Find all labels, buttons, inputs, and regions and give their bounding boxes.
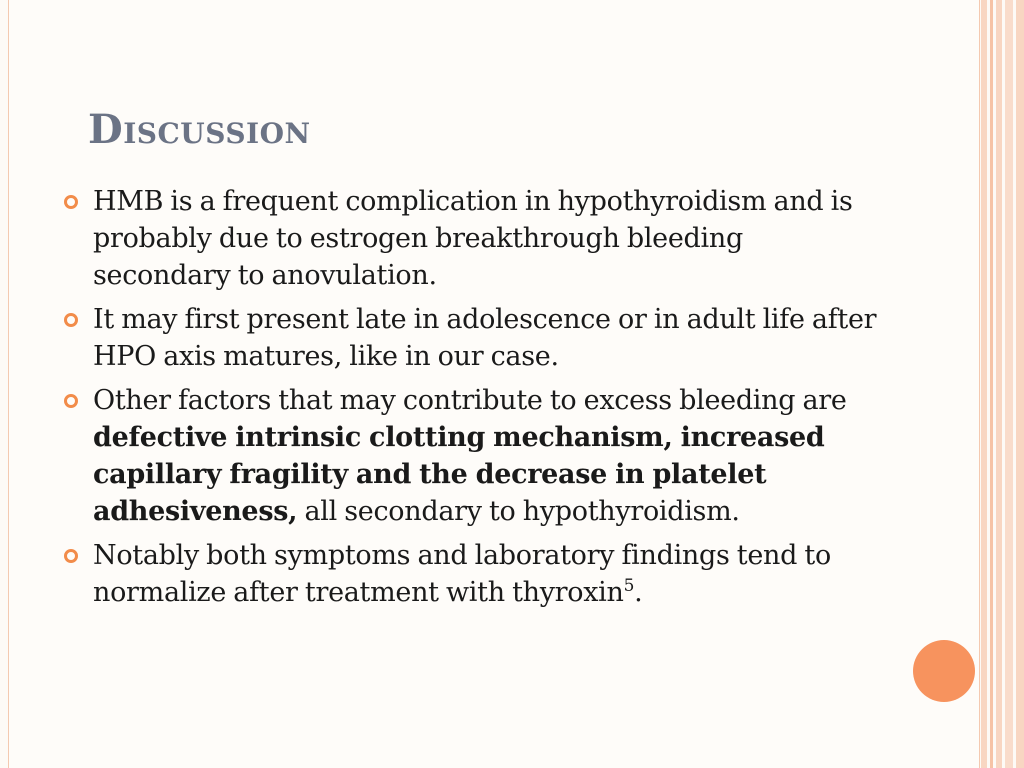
bullet-text-bold: defective intrinsic clotting mechanism, increased capillary fragility and the decrease in platelet adhesiveness, — [93, 422, 825, 527]
decorative-circle — [913, 640, 975, 702]
bullet-text-prefix: Other factors that may contribute to excess bleeding are — [93, 385, 847, 416]
decorative-stripe — [996, 0, 1002, 768]
bullet-item — [62, 183, 882, 294]
bullet-item — [62, 301, 882, 375]
bullet-text: Notably both symptoms and laboratory findings tend to normalize after treatment with thyroxin — [93, 540, 831, 608]
circle-bullet-icon — [64, 394, 78, 408]
citation-superscript: 5 — [623, 576, 635, 596]
bullet-item — [62, 382, 882, 530]
circle-bullet-icon — [64, 313, 78, 327]
bullet-text: It may first present late in adolescence or in adult life after HPO axis matures, like in our case. — [93, 304, 877, 372]
decorative-stripe — [1005, 0, 1013, 768]
circle-bullet-icon — [64, 195, 78, 209]
bullet-text: HMB is a frequent complication in hypothyroidism and is probably due to estrogen breakthrough bleeding secondary to anovulation. — [93, 186, 853, 291]
decorative-stripe — [990, 0, 993, 768]
decorative-stripe — [981, 0, 987, 768]
slide-title: Discussion — [88, 106, 311, 153]
bullet-text-trailing: . — [634, 577, 643, 608]
decorative-stripe — [1016, 0, 1024, 768]
bullet-text-suffix: all secondary to hypothyroidism. — [297, 496, 740, 527]
bullet-item — [62, 537, 882, 611]
bullet-list — [62, 183, 882, 618]
circle-bullet-icon — [64, 549, 78, 563]
